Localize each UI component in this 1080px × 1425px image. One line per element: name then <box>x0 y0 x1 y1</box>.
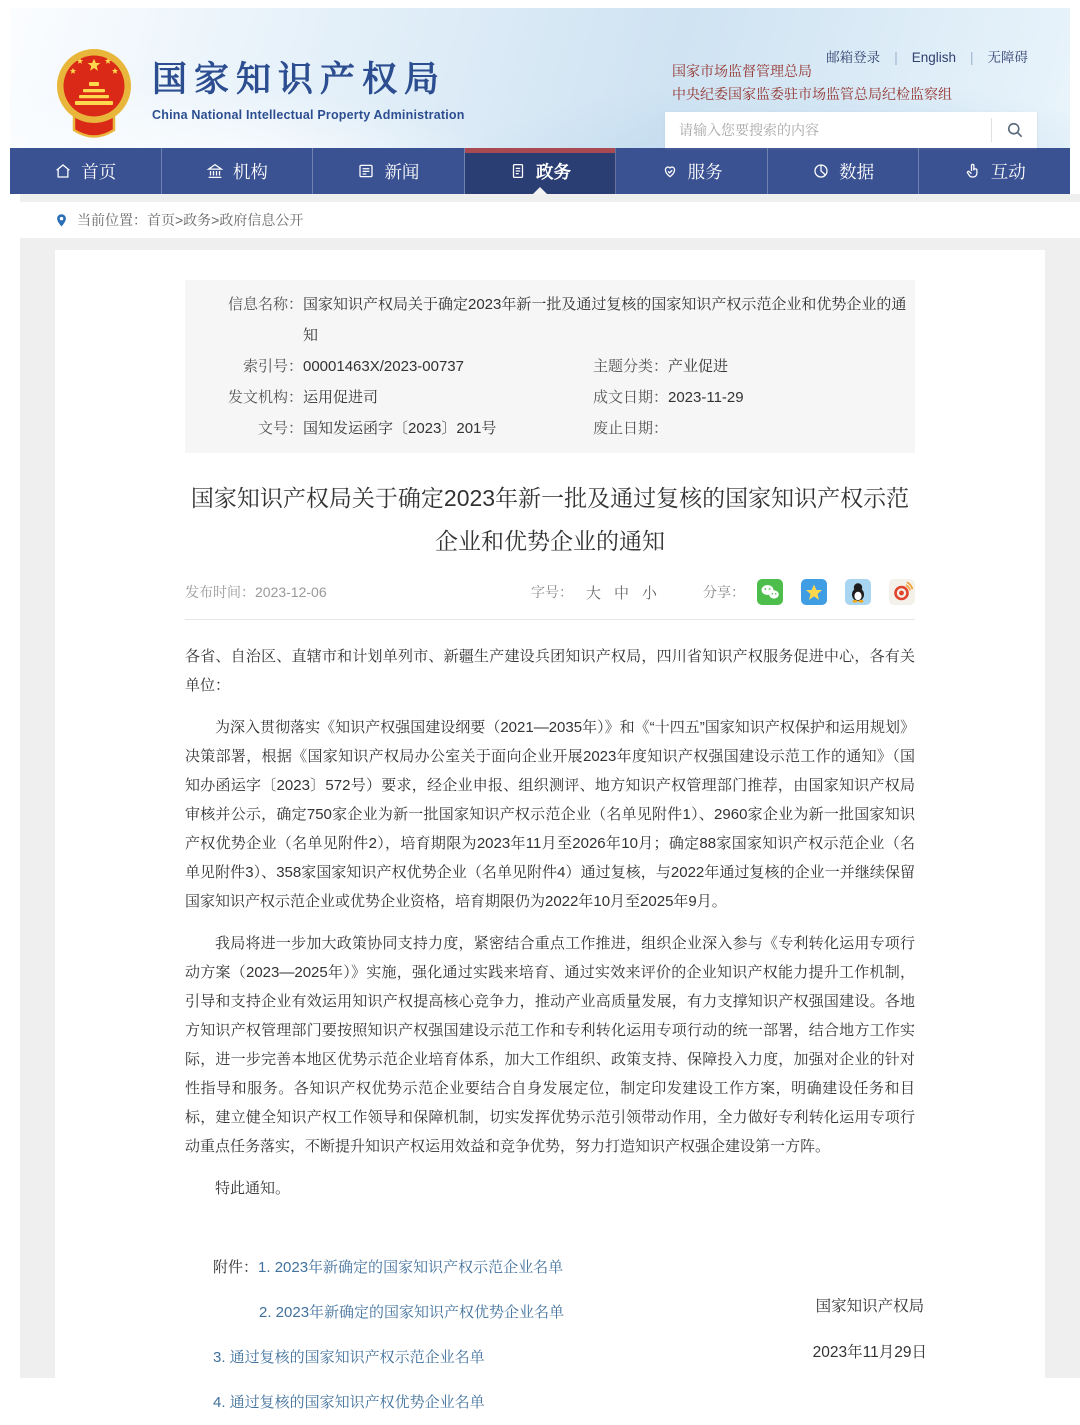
english-link[interactable]: English <box>911 50 956 65</box>
nav-news[interactable]: 新闻 <box>313 148 465 194</box>
qzone-share-icon[interactable] <box>801 579 827 605</box>
info-agency-label: 发文机构： <box>227 389 303 406</box>
nav-services[interactable]: 服务 <box>616 148 768 194</box>
accessibility-link[interactable]: 无障碍 <box>987 50 1028 65</box>
paragraph-2: 我局将进一步加大政策协同支持力度，紧密结合重点工作推进，组织企业深入参与《专利转化运用专项行动方案（2023—2025年）》实施，强化通过实践来培育、通过实效来评价的企业知识产权能力提升工作机制，引导和支持企业有效运用知识产权提高核心竞争力，推动产业高质量发展，有力支撑知识产权强国建设。各地方知识产权管理部门要按照知识产权强国建设示范工作和专利转化运用专项行动的统一部署，结合地方工作实际，进一步完善本地区优势示范企业培育体系，加大工作组织、政策支持、保障投入力度，加强对企业的针对性指导和服务。各知识产权优势示范企业要结合自身发展定位，制定印发建设工作方案，明确建设任务和目标，建立健全知识产权工作领导和保障机制，切实发挥优势示范引领带动作用，全力做好专利转化运用专项行动重点任务落实，不断提升知识产权运用效益和竞争优势，努力打造知识产权强企建设第一方阵。 <box>185 935 915 1155</box>
attachment-line-2 <box>185 1290 915 1335</box>
home-icon <box>54 162 72 180</box>
publish-time: 发布时间：2023-12-06 <box>185 584 327 600</box>
mail-login-link[interactable]: 邮箱登录 <box>826 50 881 65</box>
breadcrumb-path[interactable]: 首页>政务>政府信息公开 <box>147 212 304 228</box>
paragraph-1: 为深入贯彻落实《知识产权强国建设纲要（2021—2035年）》和《“十四五”国家知识产权保护和运用规划》决策部署，根据《国家知识产权局办公室关于面向企业开展2023年度知识产权强国建设示范工作的通知》（国知办函运字〔2023〕572号）要求，经企业申报、组织测评、地方知识产权管理部门推荐，由国家知识产权局审核并公示，确定750家企业为新一批国家知识产权示范企业（名单见附件1）、2960家企业为新一批国家知识产权优势企业（名单见附件2），培育期限为2023年11月至2026年10月；确定88家国家知识产权示范企业（名单见附件3）、358家国家知识产权优势企业（名单见附件4）通过复核，与2022年通过复核的企业一并继续保留国家知识产权示范企业或优势企业资格，培育期限仍为2022年10月至2025年9月。 <box>185 719 915 910</box>
nav-interaction[interactable]: 互动 <box>919 148 1070 194</box>
attachment-line-4 <box>185 1380 915 1425</box>
hand-pointer-icon <box>964 162 982 180</box>
site-header <box>10 8 1070 148</box>
site-logo[interactable] <box>54 32 465 142</box>
weibo-share-icon[interactable] <box>889 579 915 605</box>
info-written-date-label: 成文日期： <box>592 389 668 406</box>
news-icon <box>357 162 375 180</box>
article-body <box>185 642 915 1203</box>
signature-date: 2023年11月29日 <box>812 1344 927 1361</box>
info-row-4 <box>185 413 915 444</box>
location-pin-icon <box>54 213 69 228</box>
info-row-name <box>185 289 915 351</box>
breadcrumb-label: 当前位置： <box>77 212 147 228</box>
attachment-link-2[interactable]: 2. 2023年新确定的国家知识产权优势企业名单 <box>259 1304 565 1321</box>
page-body <box>20 194 1080 1411</box>
bank-icon <box>206 162 224 180</box>
fontsize-label: 字号： <box>530 584 573 600</box>
salutation: 各省、自治区、直辖市和计划单列市、新疆生产建设兵团知识产权局，四川省知识产权服务促进中心，各有关单位： <box>185 648 915 694</box>
nav-data[interactable]: 数据 <box>768 148 920 194</box>
samr-link[interactable]: 国家市场监督管理总局 <box>672 63 812 79</box>
site-title: 国家知识产权局 <box>152 60 447 99</box>
article-card <box>55 250 1045 1411</box>
fontsize-medium-button[interactable]: 中 <box>613 584 629 602</box>
nav-gov-affairs[interactable]: 政务 <box>465 148 617 194</box>
info-name-value: 国家知识产权局关于确定2023年新一批及通过复核的国家知识产权示范企业和优势企业的通知 <box>303 296 907 344</box>
signature-block <box>813 1292 927 1368</box>
related-gov-links <box>672 60 952 106</box>
attachments-list <box>185 1245 915 1425</box>
search-input[interactable] <box>665 122 991 138</box>
site-search <box>665 112 1037 148</box>
signature-org: 国家知识产权局 <box>815 1298 925 1315</box>
info-topic-value: 产业促进 <box>668 358 729 375</box>
pie-chart-icon <box>812 162 830 180</box>
info-docno-label: 文号： <box>257 420 303 437</box>
attachments-label: 附件： <box>213 1259 259 1276</box>
main-nav <box>10 148 1070 194</box>
closing-line: 特此通知。 <box>215 1180 291 1197</box>
wechat-share-icon[interactable] <box>757 579 783 605</box>
publish-date: 2023-12-06 <box>255 584 327 600</box>
attachment-link-1[interactable]: 1. 2023年新确定的国家知识产权示范企业名单 <box>258 1259 564 1276</box>
national-emblem-icon <box>54 46 134 142</box>
document-info-table <box>185 280 915 453</box>
attachment-line-1 <box>185 1245 915 1290</box>
info-docno-value: 国知发运函字〔2023〕201号 <box>303 420 497 437</box>
attachment-link-4[interactable]: 4. 通过复核的国家知识产权优势企业名单 <box>213 1394 485 1411</box>
info-expire-label: 废止日期： <box>592 420 668 437</box>
article-meta-row <box>185 579 915 620</box>
discipline-inspection-link[interactable]: 中央纪委国家监委驻市场监管总局纪检监察组 <box>672 86 952 102</box>
nav-home[interactable]: 首页 <box>10 148 162 194</box>
info-row-2 <box>185 351 915 382</box>
search-icon <box>1005 120 1025 140</box>
service-heart-icon <box>661 162 679 180</box>
info-name-label: 信息名称： <box>227 296 303 313</box>
attachment-link-3[interactable]: 3. 通过复核的国家知识产权示范企业名单 <box>213 1349 485 1366</box>
info-index-label: 索引号： <box>242 358 303 375</box>
info-index-value: 00001463X/2023-00737 <box>303 358 464 375</box>
info-written-date-value: 2023-11-29 <box>668 389 744 406</box>
document-icon <box>509 162 527 180</box>
info-topic-label: 主题分类： <box>592 358 668 375</box>
nav-org[interactable]: 机构 <box>162 148 314 194</box>
info-agency-value: 运用促进司 <box>303 389 379 406</box>
search-button[interactable] <box>991 118 1037 142</box>
attachment-line-3 <box>185 1335 915 1380</box>
site-title-en: China National Intellectual Property Administration <box>152 108 465 122</box>
share-label: 分享： <box>703 584 745 600</box>
qq-share-icon[interactable] <box>845 579 871 605</box>
info-row-3 <box>185 382 915 413</box>
article-title: 国家知识产权局关于确定2023年新一批及通过复核的国家知识产权示范企业和优势企业的通知 <box>190 485 910 554</box>
top-utility-links: 邮箱登录 | English | 无障碍 <box>826 50 1028 65</box>
fontsize-large-button[interactable]: 大 <box>585 584 601 602</box>
fontsize-small-button[interactable]: 小 <box>641 584 657 602</box>
breadcrumb <box>20 202 1080 238</box>
